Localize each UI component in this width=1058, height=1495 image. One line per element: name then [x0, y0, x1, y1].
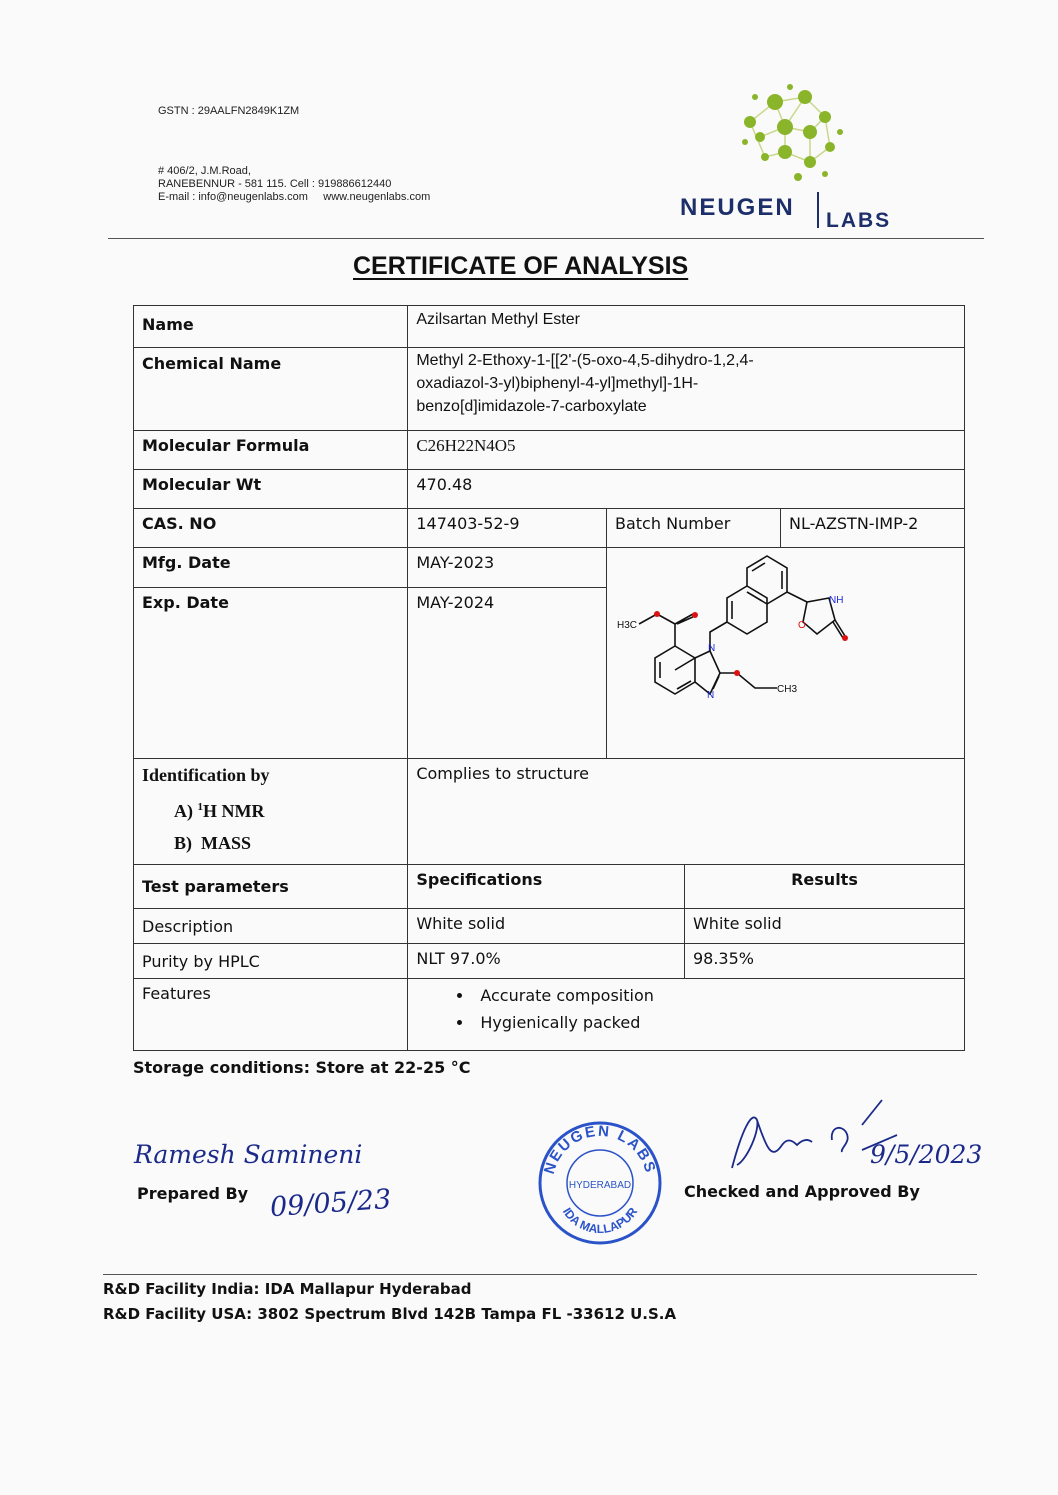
ch3-label: CH3 — [777, 684, 798, 695]
footer-usa: R&D Facility USA: 3802 Spectrum Blvd 142B Tampa FL -33612 U.S.A — [103, 1305, 677, 1323]
logo-divider — [817, 192, 819, 228]
identification-a-marker: A) — [174, 801, 193, 821]
batch-value: NL-AZSTN-IMP-2 — [780, 509, 964, 548]
h3c-label: H3C — [617, 620, 638, 631]
storage-conditions: Storage conditions: Store at 22-25 °C — [133, 1058, 471, 1077]
row-mfg-date — [134, 548, 965, 588]
list-item: • Hygienically packed — [474, 1011, 956, 1038]
identification-a-sup: 1 — [197, 801, 203, 813]
footer-india: R&D Facility India: IDA Mallapur Hyderabad — [103, 1280, 472, 1298]
row-molecular-weight — [134, 470, 965, 509]
address-line-2: RANEBENNUR - 581 115. Cell : 919886612440 — [158, 178, 392, 190]
header-divider — [108, 238, 984, 239]
contact-line — [158, 191, 430, 204]
chemical-name-line-2: oxadiazol-3-yl)biphenyl-4-yl]methyl]-1H- — [416, 375, 699, 392]
chemical-structure — [607, 548, 962, 758]
n1-label: N — [708, 643, 716, 654]
test-parameters-header: Test parameters — [134, 865, 408, 909]
formula-value: C26H22N4O5 — [408, 431, 965, 470]
chemical-name-value — [408, 348, 965, 431]
identification-a-text: H NMR — [203, 801, 265, 821]
nh-label: NH — [829, 595, 844, 606]
stamp-mid-text: HYDERABAD — [568, 1180, 632, 1191]
page-title: CERTIFICATE OF ANALYSIS — [353, 252, 689, 280]
list-item: • Accurate composition — [474, 984, 956, 1011]
identification-b-text: MASS — [201, 833, 252, 853]
prepared-signature: Ramesh Samineni — [134, 1140, 363, 1169]
specifications-header: Specifications — [408, 865, 685, 909]
identification-b — [142, 827, 399, 859]
test-spec: NLT 97.0% — [408, 944, 685, 979]
molecular-weight-label: Molecular Wt — [134, 470, 408, 509]
svg-text:IDA MALLAPUR — [560, 1205, 640, 1237]
test-row — [134, 944, 965, 979]
approved-by-label: Checked and Approved By — [684, 1182, 920, 1201]
identification-result: Complies to structure — [408, 759, 965, 865]
chemical-name-line-1: Methyl 2-Ethoxy-1-[[2'-(5-oxo-4,5-dihydro-1,2,4- — [416, 352, 754, 369]
row-chemical-name — [134, 348, 965, 431]
row-name — [134, 306, 965, 348]
test-result: 98.35% — [684, 944, 964, 979]
test-spec: White solid — [408, 909, 685, 944]
stamp-top-text: NEUGEN LABS — [540, 1122, 660, 1177]
name-label: Name — [134, 306, 408, 348]
exp-date-value: MAY-2024 — [408, 588, 607, 759]
batch-label: Batch Number — [607, 509, 781, 548]
mfg-date-value: MAY-2023 — [408, 548, 607, 588]
identification-label: Identification by — [142, 765, 270, 785]
address-line-1: # 406/2, J.M.Road, — [158, 165, 251, 177]
features-label: Features — [134, 979, 408, 1051]
company-address — [158, 165, 430, 204]
test-param: Description — [134, 909, 408, 944]
prepared-by-label: Prepared By — [137, 1184, 249, 1203]
chemical-name-label: Chemical Name — [134, 348, 408, 431]
exp-date-label: Exp. Date — [134, 588, 408, 759]
row-identification — [134, 759, 965, 865]
features-cell — [408, 979, 965, 1051]
logo-neugen: NEUGEN — [680, 194, 795, 221]
molecule-logo-icon — [730, 82, 850, 192]
cas-value: 147403-52-9 — [408, 509, 607, 548]
test-row — [134, 909, 965, 944]
test-param: Purity by HPLC — [134, 944, 408, 979]
website: www.neugenlabs.com — [323, 191, 431, 203]
molecular-weight-value: 470.48 — [408, 470, 965, 509]
formula-label: Molecular Formula — [134, 431, 408, 470]
stamp-bottom-text: IDA MALLAPUR — [559, 1204, 641, 1237]
coa-table — [133, 305, 965, 1051]
chemical-name-line-3: benzo[d]imidazole-7-carboxylate — [416, 398, 647, 415]
logo-labs: LABS — [826, 209, 892, 232]
email: E-mail : info@neugenlabs.com — [158, 191, 308, 203]
test-result: White solid — [684, 909, 964, 944]
row-test-header — [134, 865, 965, 909]
identification-label-cell — [134, 759, 408, 865]
n2-label: N — [707, 690, 715, 701]
row-formula — [134, 431, 965, 470]
footer-divider — [103, 1274, 977, 1275]
approved-date: 9/5/2023 — [870, 1140, 983, 1169]
features-list — [408, 984, 956, 1038]
identification-b-marker: B) — [174, 833, 192, 853]
row-features — [134, 979, 965, 1051]
results-header: Results — [684, 865, 964, 909]
structure-cell — [607, 548, 965, 759]
gstn: GSTN : 29AALFN2849K1ZM — [158, 105, 300, 117]
company-stamp — [535, 1118, 665, 1248]
name-value: Azilsartan Methyl Ester — [408, 306, 965, 348]
row-cas — [134, 509, 965, 548]
o-ring-label: O — [798, 620, 806, 631]
prepared-date: 09/05/23 — [269, 1183, 393, 1224]
identification-a — [142, 791, 399, 827]
cas-label: CAS. NO — [134, 509, 408, 548]
mfg-date-label: Mfg. Date — [134, 548, 408, 588]
